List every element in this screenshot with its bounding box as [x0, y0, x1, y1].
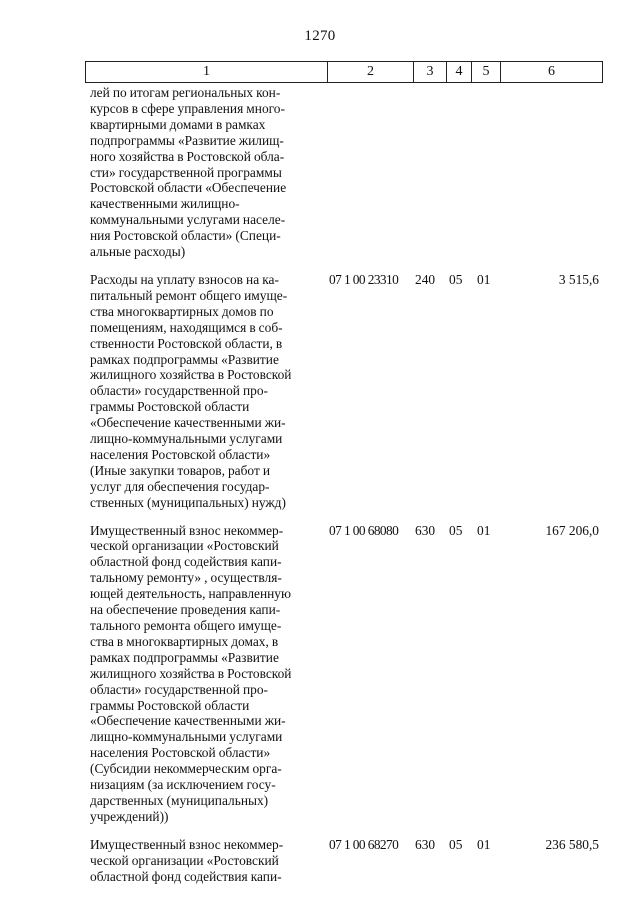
row-name	[85, 523, 321, 825]
row-name-line: населения Ростовской области»	[90, 446, 271, 462]
row-name-line: рамках подпрограммы «Развитие	[90, 351, 279, 367]
budget-table	[85, 61, 603, 885]
row-name-line: коммунальными услугами населе-	[90, 212, 286, 228]
row-sum: 236 580,5	[545, 836, 599, 852]
header-col-4: 4	[447, 62, 472, 82]
header-col-5: 5	[472, 62, 501, 82]
row-pr-code: 01	[477, 271, 491, 287]
row-name-line: области» государственной про-	[90, 383, 269, 399]
row-name	[85, 837, 321, 885]
row-name-line: низациям (за исключением госу-	[90, 777, 276, 793]
row-name-line: Ростовской области «Обеспечение	[90, 180, 287, 196]
table-row	[85, 523, 603, 825]
row-sum: 3 515,6	[558, 271, 599, 287]
header-col-2: 2	[328, 62, 414, 82]
row-name-line: альные расходы)	[90, 244, 186, 260]
row-name-line: жилищного хозяйства в Ростовской	[90, 367, 292, 383]
row-rz-code: 05	[449, 271, 463, 287]
table-row	[85, 837, 603, 885]
row-name-line: ющей деятельность, направленную	[90, 586, 292, 602]
row-name-line: на обеспечение проведения капи-	[90, 602, 281, 618]
row-pr-code: 01	[477, 522, 491, 538]
row-vr-code: 630	[415, 522, 436, 538]
row-name-line: тального ремонта общего имуще-	[90, 618, 282, 633]
row-name-line: ного хозяйства в Ростовской обла-	[90, 148, 285, 164]
table-row	[85, 272, 603, 511]
row-name-line: лищно-коммунальными услугами	[90, 729, 283, 745]
row-name-line: учреждений))	[90, 808, 169, 824]
row-rz-code: 05	[449, 522, 463, 538]
row-name-line: Имущественный взнос некоммер-	[90, 836, 284, 852]
row-name-line: услуг для обеспечения государ-	[90, 478, 270, 494]
row-name-line: ственности Ростовской области, в	[90, 335, 283, 351]
row-pr-code: 01	[477, 836, 491, 852]
row-name-line: ственных (муниципальных) нужд)	[90, 494, 286, 510]
row-sum: 167 206,0	[545, 522, 599, 538]
row-rz-code: 05	[449, 836, 463, 852]
row-name-line: жилищного хозяйства в Ростовской	[90, 665, 292, 681]
row-name-line: граммы Ростовской области	[90, 399, 250, 415]
row-name-line: курсов в сфере управления много-	[90, 100, 285, 116]
row-name-line: областной фонд содействия капи-	[90, 554, 282, 570]
row-name-line: граммы Ростовской области	[90, 697, 250, 713]
row-name-line: ческой организации «Ростовский	[90, 852, 279, 868]
row-name-line: лищно-коммунальными услугами	[90, 431, 283, 447]
page-number: 1270	[304, 28, 336, 44]
row-vr-code: 240	[415, 271, 436, 287]
row-name-line: ческой организации «Ростовский	[90, 538, 279, 554]
row-name-line: сти» государственной программы	[90, 164, 282, 180]
row-vr-code: 630	[415, 836, 436, 852]
row-name-line: тальному ремонту» , осуществля-	[90, 570, 282, 586]
header-col-3: 3	[414, 62, 447, 82]
row-csr-code: 07 1 00 23310	[329, 271, 399, 287]
row-name-line: квартирными домами в рамках	[90, 116, 266, 132]
table-header-row	[85, 61, 603, 83]
header-col-1: 1	[86, 62, 328, 82]
row-name-line: рамках подпрограммы «Развитие	[90, 649, 279, 665]
row-name-line: ства многоквартирных домов по	[90, 303, 274, 319]
row-name-line: качественными жилищно-	[90, 196, 240, 212]
row-name-line: Имущественный взнос некоммер-	[90, 522, 284, 538]
row-name-line: «Обеспечение качественными жи-	[90, 713, 286, 729]
row-name	[85, 85, 321, 260]
row-name-line: подпрограммы «Развитие жилищ-	[90, 132, 284, 148]
row-name-line: ния Ростовской области» (Специ-	[90, 228, 281, 244]
header-col-6: 6	[548, 64, 555, 79]
row-csr-code: 07 1 00 68080	[329, 522, 399, 538]
row-name-line: ства в многоквартирных домах, в	[90, 633, 279, 649]
row-name-line: области» государственной про-	[90, 681, 269, 697]
row-name-line: лей по итогам региональных кон-	[90, 85, 281, 100]
row-name-line: (Субсидии некоммерческим орга-	[90, 761, 282, 777]
row-name-line: (Иные закупки товаров, работ и	[90, 462, 271, 478]
row-name-line: дарственных (муниципальных)	[90, 792, 269, 808]
table-row	[85, 85, 603, 260]
row-name-line: областной фонд содействия капи-	[90, 868, 282, 884]
row-name	[85, 272, 321, 511]
row-name-line: питальный ремонт общего имуще-	[90, 287, 288, 303]
row-name-line: Расходы на уплату взносов на ка-	[90, 271, 279, 287]
row-name-line: помещениям, находящимся в соб-	[90, 319, 283, 335]
row-name-line: «Обеспечение качественными жи-	[90, 415, 286, 431]
row-name-line: населения Ростовской области»	[90, 745, 271, 761]
row-csr-code: 07 1 00 68270	[329, 836, 399, 852]
